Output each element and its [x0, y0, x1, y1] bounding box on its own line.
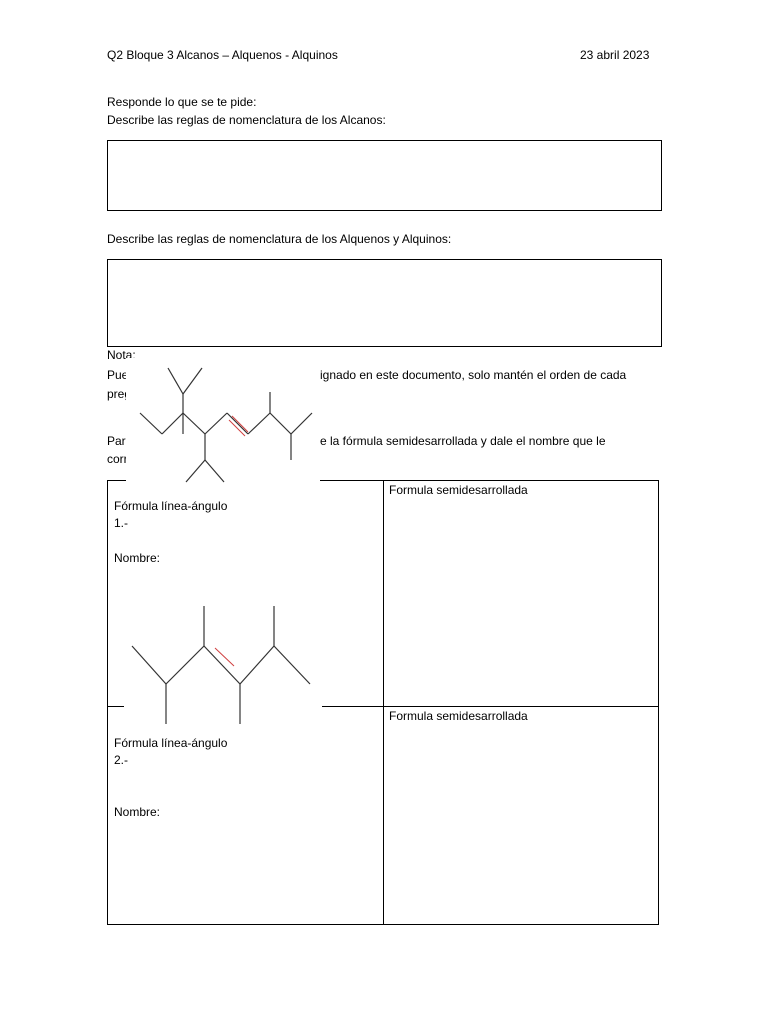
- note-line1-right: ignado en este documento, solo mantén el orden de cada: [320, 368, 627, 382]
- row2-name-label: Nombre:: [114, 805, 161, 819]
- double-bond: [215, 648, 234, 666]
- row1-number: 1.-: [114, 516, 129, 530]
- answer-box-alkenes-alkynes[interactable]: [107, 259, 662, 347]
- bond: [274, 646, 310, 684]
- bond: [166, 646, 204, 684]
- bond: [270, 413, 291, 434]
- bond: [240, 646, 274, 684]
- note-line2-left: pregu: [107, 387, 138, 401]
- note-label: Nota:: [107, 348, 136, 362]
- bond: [183, 368, 202, 394]
- bond: [140, 413, 162, 434]
- bond: [291, 413, 312, 434]
- question-alkanes: Describe las reglas de nomenclatura de los Alcanos:: [107, 113, 386, 127]
- bond: [205, 460, 224, 482]
- row1-right-label: Formula semidesarrollada: [389, 483, 528, 497]
- row2-left-label: Fórmula línea-ángulo: [114, 736, 228, 750]
- note-line1-left: Pued: [107, 368, 136, 382]
- bond: [132, 646, 166, 684]
- document-title: Q2 Bloque 3 Alcanos – Alquenos - Alquinos: [107, 48, 338, 62]
- bond: [183, 413, 205, 434]
- row2-number: 2.-: [114, 753, 129, 767]
- answer-box-alkanes[interactable]: [107, 140, 662, 211]
- table-row2-right-cell[interactable]: [383, 706, 659, 925]
- bond: [186, 460, 205, 482]
- para-right: e la fórmula semidesarrollada y dale el nombre que le: [320, 434, 606, 448]
- bond: [227, 413, 248, 434]
- table-row1-right-cell[interactable]: [383, 480, 659, 707]
- bond: [162, 413, 183, 434]
- document-date: 23 abril 2023: [580, 48, 650, 62]
- row1-name-label: Nombre:: [114, 551, 161, 565]
- row2-right-label: Formula semidesarrollada: [389, 709, 528, 723]
- molecule-1-skeletal-formula: [126, 358, 320, 494]
- para-left: Para: [107, 434, 133, 448]
- question-alkenes-alkynes: Describe las reglas de nomenclatura de los Alquenos y Alquinos:: [107, 232, 452, 246]
- molecule-2-skeletal-formula: [124, 600, 322, 726]
- double-bond: [232, 416, 248, 432]
- bond: [168, 368, 183, 394]
- bond: [248, 413, 270, 434]
- instruction-respond: Responde lo que se te pide:: [107, 95, 257, 109]
- bond: [205, 413, 227, 434]
- row1-left-label: Fórmula línea-ángulo: [114, 499, 228, 513]
- bond: [204, 646, 240, 684]
- corr-left: corre: [107, 452, 135, 466]
